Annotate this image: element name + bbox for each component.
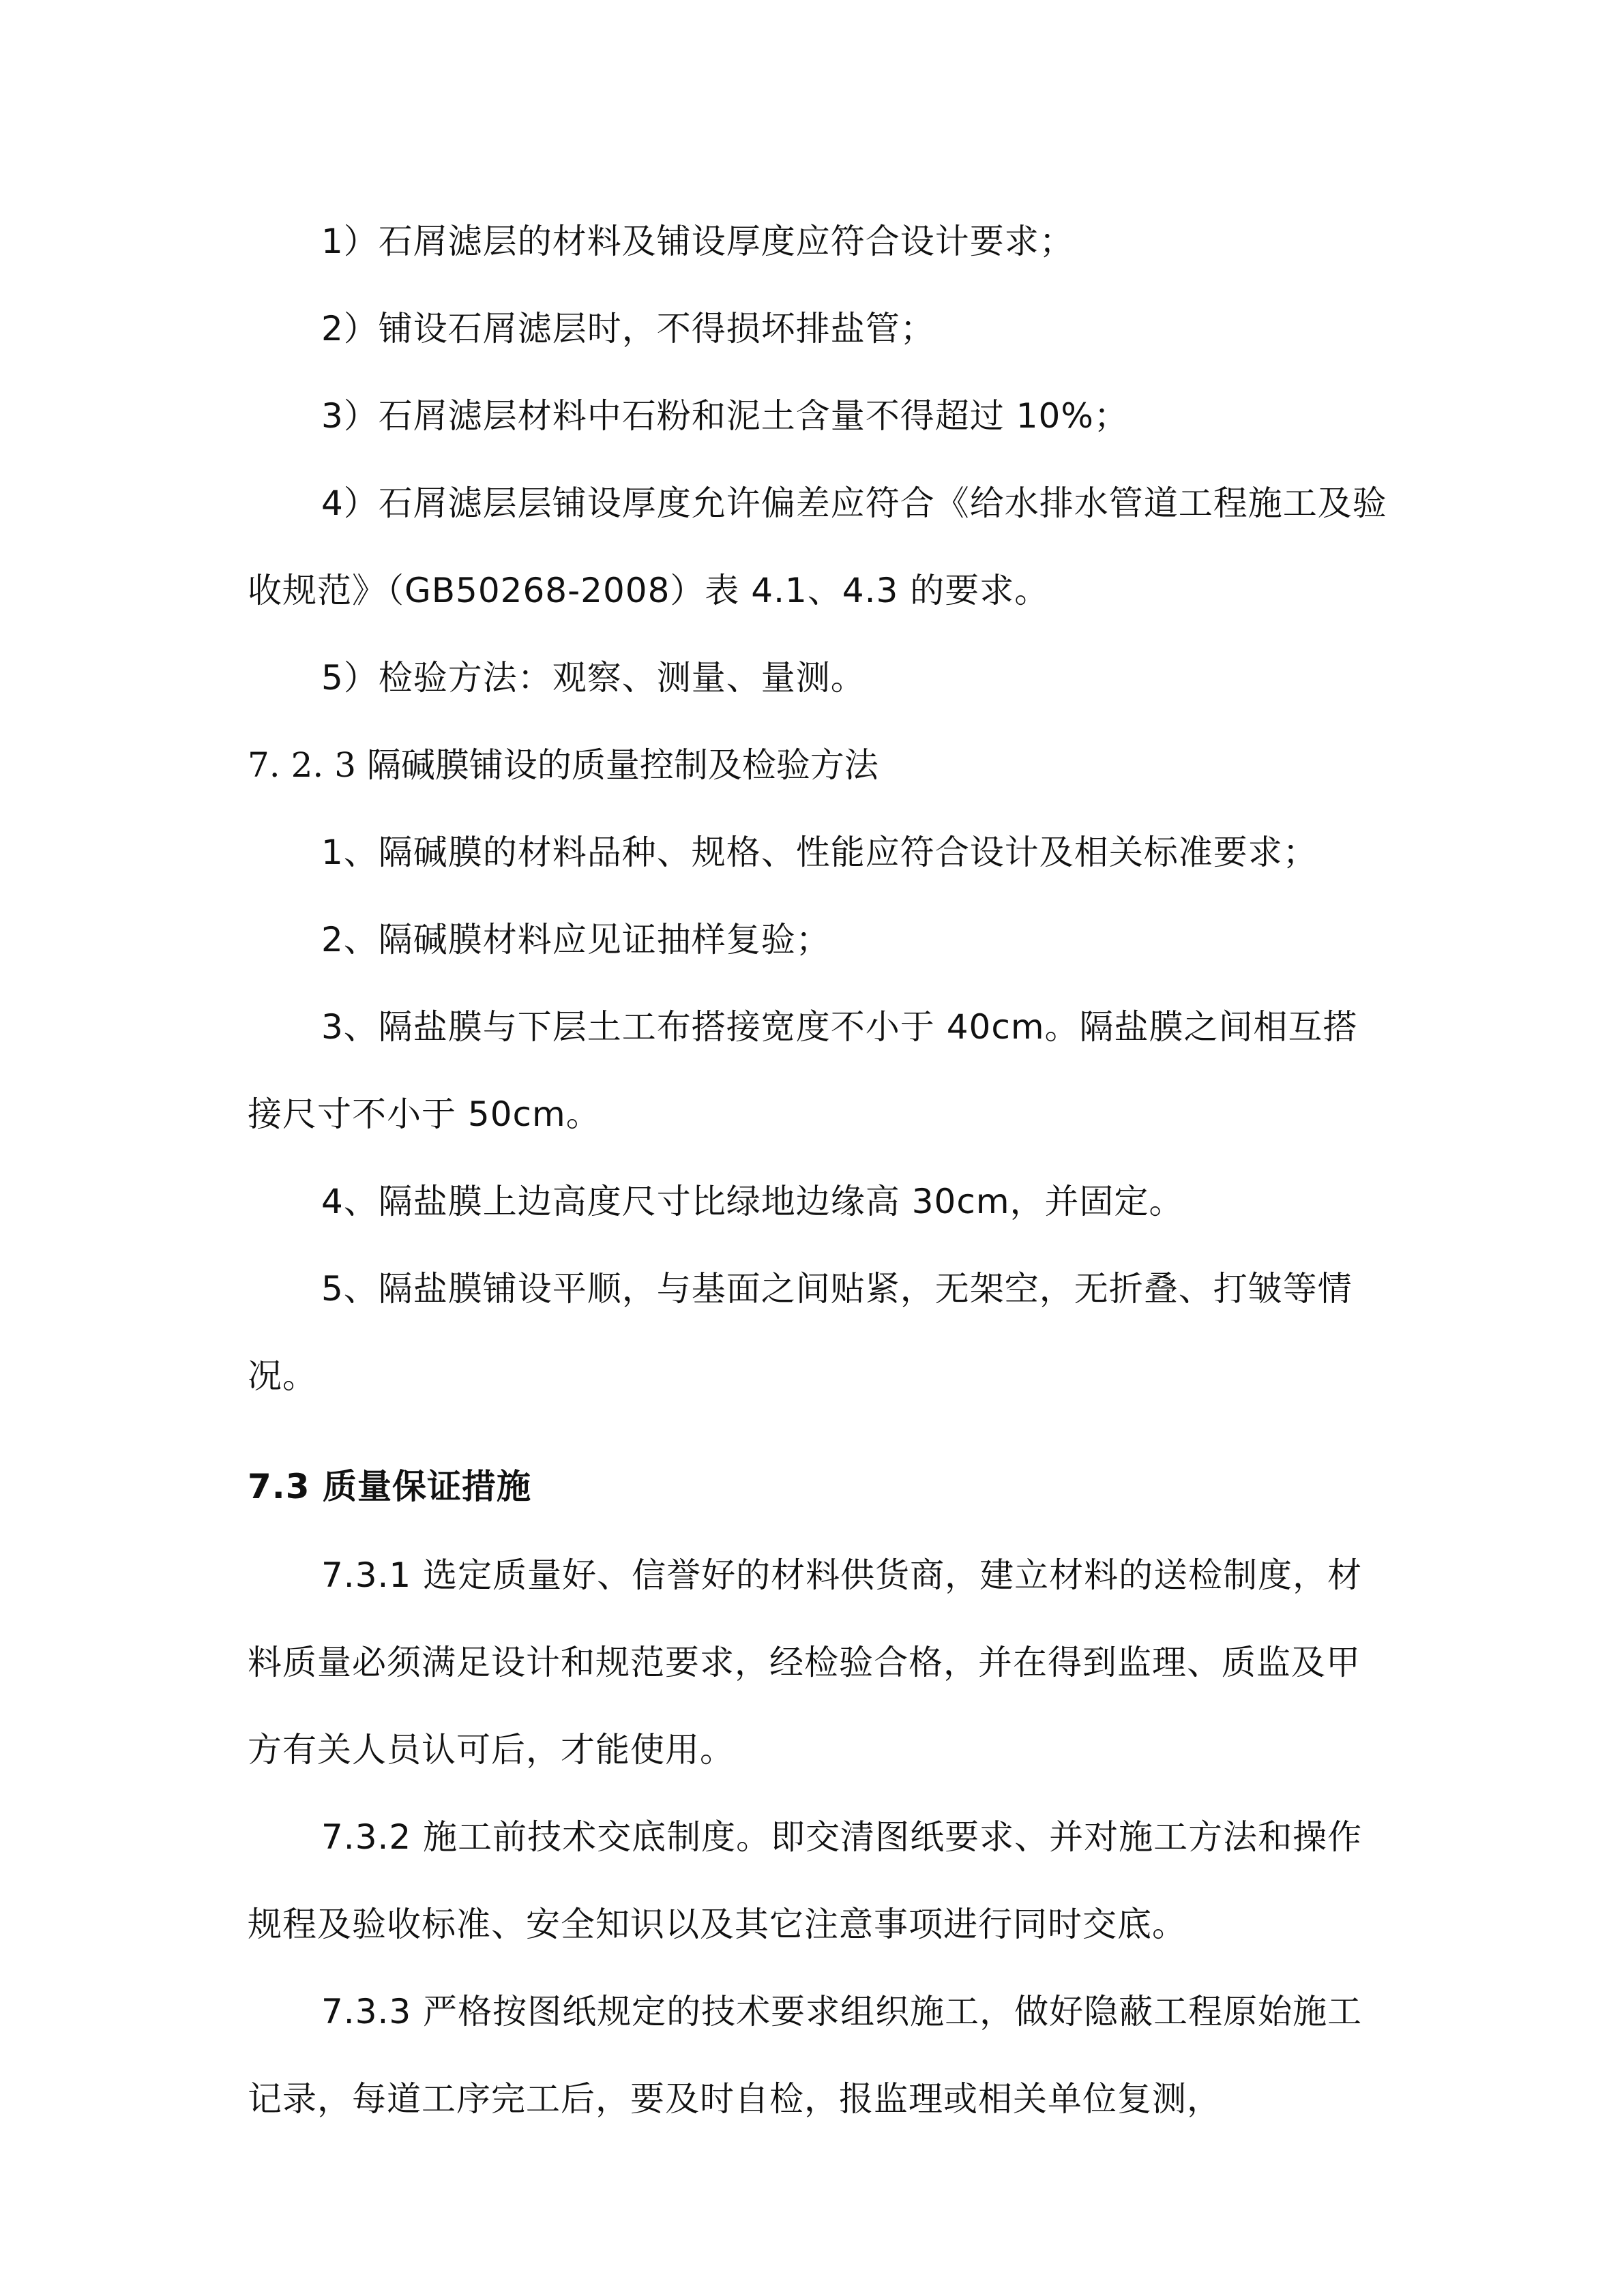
subsection-heading-7-2-3: 7. 2. 3 隔碱膜铺设的质量控制及检验方法 xyxy=(248,745,879,785)
list-item: 7.3.2 施工前技术交底制度。即交清图纸要求、并对施工方法和操作规程及验收标准、安全知识以及其它注意事项进行同时交底。 xyxy=(248,1817,1363,1944)
paragraph-stone-chip-4: 4）石屑滤层层铺设厚度允许偏差应符合《给水排水管道工程施工及验收规范》（GB50268-2008）表 4.1、4.3 的要求。 xyxy=(248,483,1387,610)
list-item: 2、隔碱膜材料应见证抽样复验； xyxy=(321,920,831,959)
paragraph-stone-chip-3: 3）石屑滤层材料中石粉和泥土含量不得超过 10%； xyxy=(321,396,1129,436)
list-item: 4、隔盐膜上边高度尺寸比绿地边缘高 30cm，并固定。 xyxy=(321,1182,1184,1221)
list-item: 5、隔盐膜铺设平顺，与基面之间贴紧，无架空，无折叠、打皱等情况。 xyxy=(248,1269,1353,1396)
list-item: 1、隔碱膜的材料品种、规格、性能应符合设计及相关标准要求； xyxy=(321,833,1318,872)
section-heading-7-3: 7.3 质量保证措施 xyxy=(248,1467,531,1506)
paragraph-stone-chip-5: 5）检验方法：观察、测量、量测。 xyxy=(321,658,866,698)
list-item: 3、隔盐膜与下层土工布搭接宽度不小于 40cm。隔盐膜之间相互搭接尺寸不小于 50cm。 xyxy=(248,1007,1358,1134)
paragraph-stone-chip-1: 1）石屑滤层的材料及铺设厚度应符合设计要求； xyxy=(321,222,1074,261)
list-item: 7.3.3 严格按图纸规定的技术要求组织施工，做好隐蔽工程原始施工记录，每道工序完工后，要及时自检，报监理或相关单位复测， xyxy=(248,1992,1363,2119)
paragraph-stone-chip-2: 2）铺设石屑滤层时，不得损坏排盐管； xyxy=(321,309,935,348)
document-body xyxy=(248,198,1388,2143)
list-item: 7.3.1 选定质量好、信誉好的材料供货商，建立材料的送检制度，材料质量必须满足设计和规范要求，经检验合格，并在得到监理、质监及甲方有关人员认可后，才能使用。 xyxy=(248,1555,1363,1770)
